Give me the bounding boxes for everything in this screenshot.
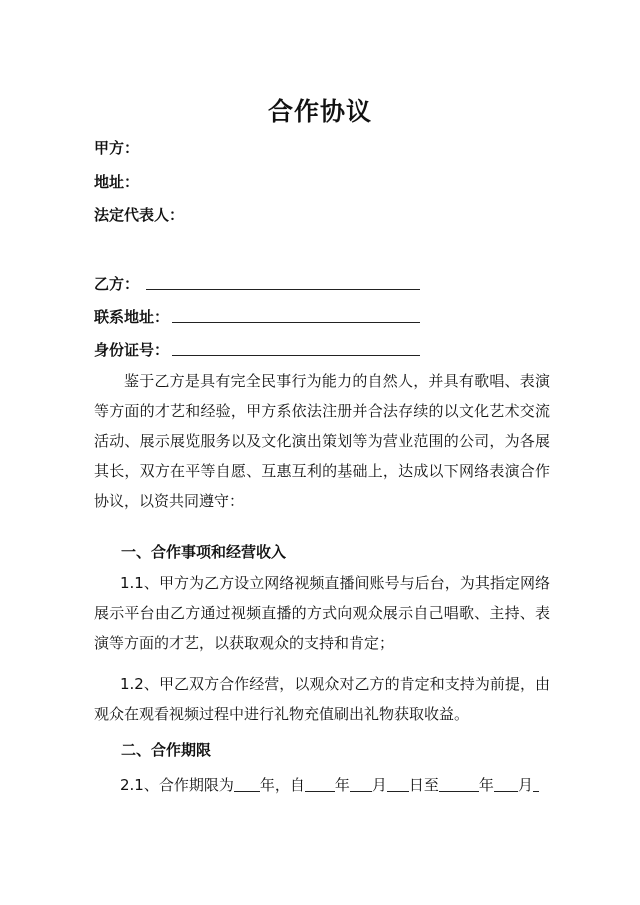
start-year-blank: [305, 775, 335, 792]
clause-2-1-unit-year: 年，自: [259, 776, 305, 794]
term-years-blank: [234, 775, 260, 792]
section-1-heading: 一、合作事项和经营收入: [121, 543, 287, 561]
party-b-label: 乙方：: [94, 275, 140, 293]
start-day-blank: [387, 775, 409, 792]
start-month-blank: [350, 775, 372, 792]
party-a-address-label: 地址：: [94, 173, 140, 191]
clause-2-1-month2: 月: [517, 776, 533, 794]
clause-2-1: [120, 770, 560, 800]
preamble-paragraph: 鉴于乙方是具有完全民事行为能力的自然人，并具有歌唱、表演等方面的才艺和经验，甲方系依法注册并合法存续的以文化艺术交流活动、展示展览服务以及文化演出策划等为营业范围的公司，为各展其长，双方在平等自愿、互惠互利的基础上，达成以下网络表演合作协议，以资共同遵守：: [94, 372, 550, 510]
section-2-heading: 二、合作期限: [121, 741, 212, 759]
clause-2-1-prefix: 2.1、合作期限为: [120, 776, 234, 794]
document-title: 合作协议: [267, 97, 372, 126]
party-b-blank-line: [146, 289, 420, 290]
party-b-id-label: 身份证号：: [94, 341, 170, 359]
clause-2-1-day-to: 日至: [408, 776, 439, 794]
clause-2-1-month: 月: [371, 776, 387, 794]
end-year-blank: [439, 775, 479, 792]
clause-1-2: 1.2、甲乙双方合作经营，以观众对乙方的肯定和支持为前提，由观众在观看视频过程中进行礼物充值刷出礼物获取收益。: [94, 675, 550, 723]
party-b-id-blank-line: [172, 355, 420, 356]
clause-2-1-year2: 年: [478, 776, 494, 794]
party-b-address-blank-line: [172, 322, 420, 323]
party-b-address-label: 联系地址：: [94, 308, 170, 326]
clause-1-1: 1.1、甲方为乙方设立网络视频直播间账号与后台，为其指定网络展示平台由乙方通过视频直播的方式向观众展示自己唱歌、主持、表演等方面的才艺，以获取观众的支持和肯定；: [94, 574, 550, 652]
party-a-representative-label: 法定代表人：: [94, 206, 185, 224]
end-trailing-blank: [533, 775, 539, 792]
clause-2-1-year: 年: [334, 776, 350, 794]
party-a-label: 甲方：: [94, 139, 140, 157]
end-month-blank: [494, 775, 518, 792]
